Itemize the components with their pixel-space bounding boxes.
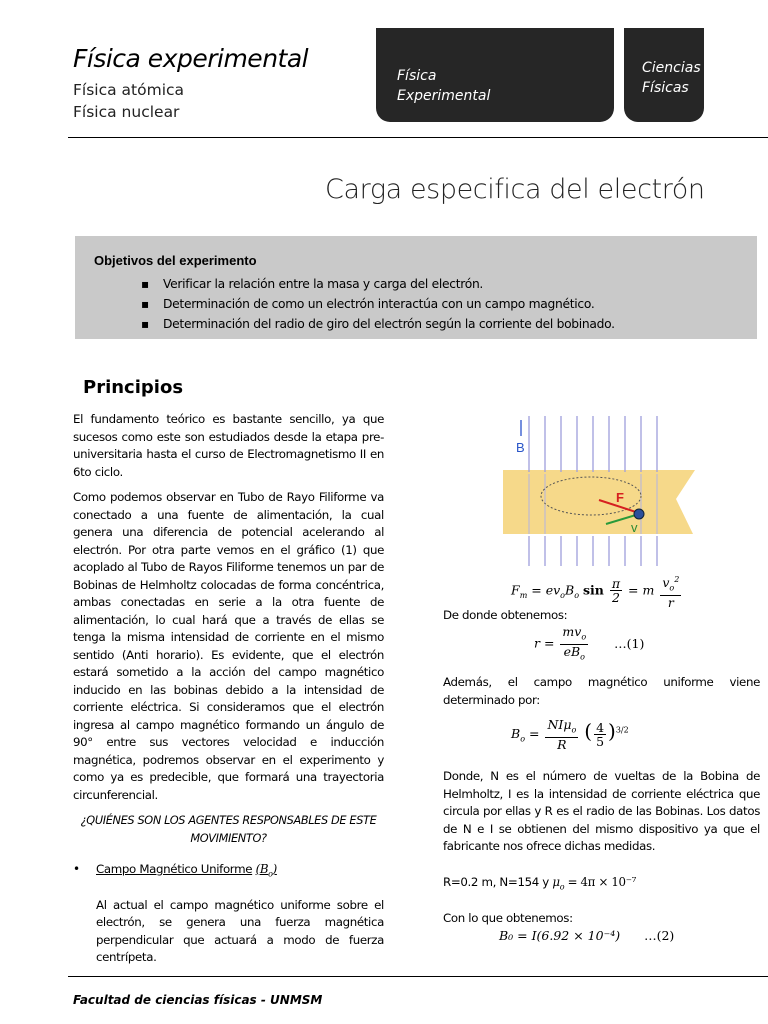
tab-line: Físicas <box>642 80 689 96</box>
objectives-title: Objetivos del experimento <box>94 253 257 268</box>
bullet-symbol: $(B_o)$ <box>255 862 277 879</box>
equation-number: …(2) <box>644 928 675 943</box>
right-text-con-lo-que: Con lo que obtenemos: <box>443 911 573 925</box>
header-title: Física experimental <box>73 44 309 73</box>
magnetic-field-figure <box>481 414 701 574</box>
right-text-de-donde: De donde obtenemos: <box>443 608 568 622</box>
bullet-content <box>96 861 277 883</box>
bullet-item <box>73 861 384 883</box>
tab-line: Experimental <box>397 88 491 104</box>
result-equation <box>499 928 674 943</box>
radius-equation: r = $\frac{mv_o}{eB_o}$ …(1) <box>534 624 645 661</box>
objective-item: ▪ Determinación de como un electrón interactúa con un campo magnético. <box>141 294 615 314</box>
right-data-line <box>443 874 760 896</box>
bullet-label: Campo Magnético Uniforme <box>96 862 253 876</box>
right-paragraph-ademas: Además, el campo magnético uniforme viene determinado por: <box>443 675 760 707</box>
mu-value: = 4π × 10⁻⁷ <box>567 875 636 889</box>
paragraph: Al actual el campo magnético uniforme sobre el electrón, se genera una fuerza magnética perpendicular que actuará a modo de fuerza centrípeta. <box>96 897 384 965</box>
header-subtitle-atomic: Física atómica <box>73 81 185 99</box>
force-vector-label: F <box>616 490 624 505</box>
force-equation: $F_m = ev_oB_o$ sin $\frac{\pi}{2}$ = m $\frac{v_o^2}{r}$ <box>511 575 680 610</box>
objectives-box <box>75 236 757 339</box>
bullet-icon: • <box>73 862 80 876</box>
objectives-list <box>141 274 615 334</box>
result-equation-text: B₀ = I(6.92 × 10⁻⁴) <box>499 928 621 943</box>
paragraph: El fundamento teórico es bastante sencillo, ya que sucesos como este son estudiados desde la etapa pre-universitaria hasta el curso de Electromagnetismo II en 6to ciclo. <box>73 412 384 479</box>
header-tab-fisica-experimental <box>376 28 614 122</box>
tab-line: Ciencias <box>642 60 701 76</box>
paragraph: Como podemos observar en Tubo de Rayo Filiforme va conectado a una fuente de alimentación, la cual genera una diferencia de potencial acelerando al electrón. Por otra parte vemos en el gráfico (1) que acoplado al Tubo de Rayos Filiforme tenemos un par de Bobinas de Helmholtz colocadas de forma concéntrica, ambas conectadas en serie a la otra fuente de alimentación, lo cual hará que a través de ellas se tenga la misma intensidad de corriente en el mismo sentido (Anti horario). Es evidente, que el electrón estará sometido a la acción del campo magnético inducido en las bobinas debido a la intensidad de corriente eléctrica. Si consideramos que el electrón ingresa al campo magnético formando un ángulo de 90° entre sus vectores velocidad e inducción magnética, podremos observar en el experimento y como ya es predecible, que formará una trayectoria circunferencial. <box>73 490 384 802</box>
footer-text: Facultad de ciencias físicas - UNMSM <box>73 993 323 1007</box>
velocity-vector-label: v <box>631 520 638 535</box>
header-subtitle-nuclear: Física nuclear <box>73 103 180 121</box>
objective-item: ▪ Determinación del radio de giro del electrón según la corriente del bobinado. <box>141 314 615 334</box>
header-divider <box>68 137 768 138</box>
equation-number: …(1) <box>614 635 645 651</box>
document-title: Carga especifica del electrón <box>325 174 705 205</box>
b-vector-label: B <box>516 440 525 455</box>
left-column <box>73 411 384 975</box>
right-paragraph-donde: Donde, N es el número de vueltas de la Bobina de Helmholtz, I es la intensidad de corriente eléctrica que circula por ellas y R es el radio de las Bobinas. Los datos de N e I se obtienen del mismo dispositivo ya que el fabricante nos ofrece dichas medidas. <box>443 769 760 853</box>
electron-particle <box>634 509 644 519</box>
mu-symbol: $\mu_o$ <box>552 875 565 892</box>
question-heading: ¿QUIÉNES SON LOS AGENTES RESPONSABLES DE ESTE MOVIMIENTO? <box>80 814 377 845</box>
footer-divider <box>68 976 768 977</box>
section-heading: Principios <box>83 377 184 398</box>
objective-item: ▪ Verificar la relación entre la masa y carga del electrón. <box>141 274 615 294</box>
data-values: R=0.2 m, N=154 y <box>443 875 549 889</box>
header-tab-ciencias-fisicas <box>624 28 704 122</box>
plane-shape <box>503 470 695 534</box>
field-equation: $B_o$ = $\frac{NI\mu_o}{R}$ ( $\frac{4}{5}$ )$^{3/2}$ <box>511 717 629 752</box>
tab-line: Física <box>397 68 437 84</box>
